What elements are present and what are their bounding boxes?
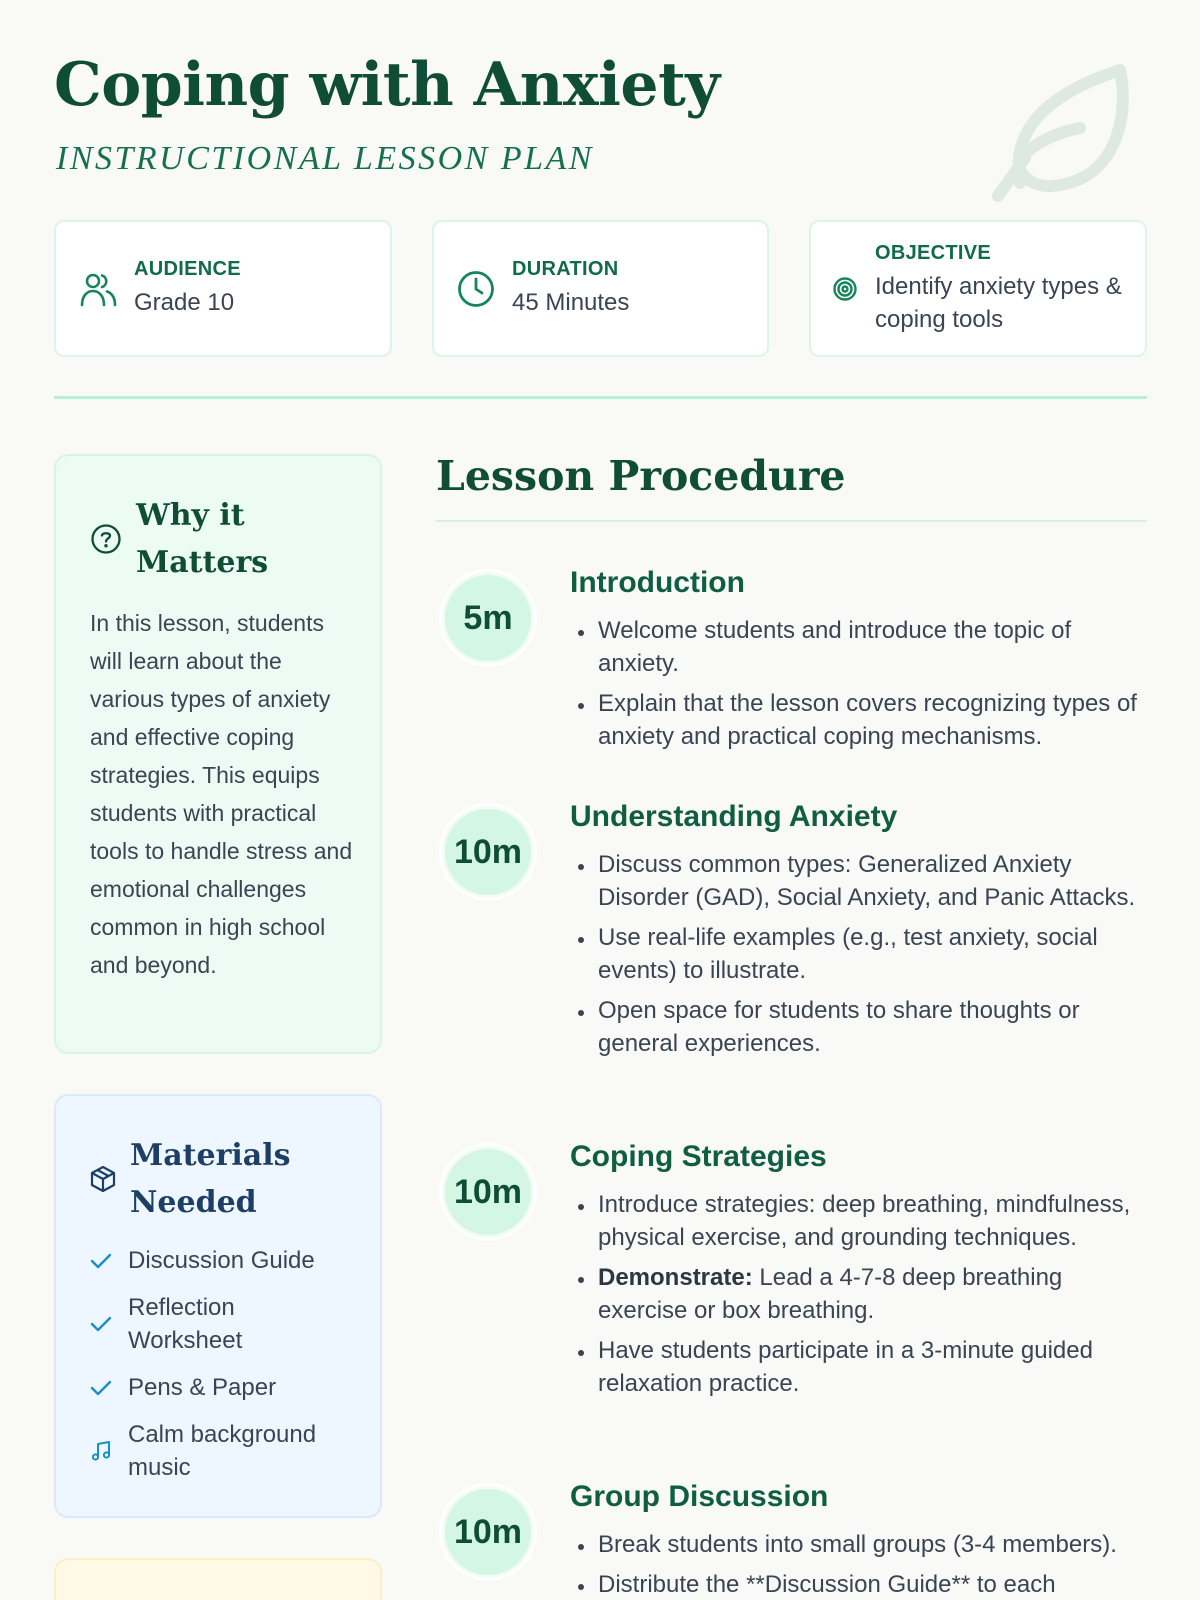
music-note-icon xyxy=(90,1440,120,1462)
list-item: • Open space for students to share thoughts or general experiences. xyxy=(596,994,1156,1060)
procedure-title: Lesson Procedure xyxy=(436,452,846,500)
list-item: • Explain that the lesson covers recognizing types of anxiety and practical coping mechanisms. xyxy=(596,687,1156,753)
step-bullets xyxy=(596,848,1156,1067)
next-card xyxy=(54,1558,382,1600)
check-icon xyxy=(90,1379,120,1397)
step-title: Group Discussion xyxy=(570,1480,829,1513)
list-item: • Break students into small groups (3-4 members). xyxy=(596,1528,1156,1561)
objective-card xyxy=(809,220,1147,357)
time-badge: 10m xyxy=(442,1146,534,1238)
help-circle-icon xyxy=(90,523,122,555)
why-title: Why it Matters xyxy=(136,498,269,580)
check-icon xyxy=(90,1252,120,1270)
step-title: Coping Strategies xyxy=(570,1140,827,1173)
materials-title: Materials Needed xyxy=(130,1138,291,1220)
page-title: Coping with Anxiety xyxy=(54,50,720,120)
list-item: • Use real-life examples (e.g., test anxiety, social events) to illustrate. xyxy=(596,921,1156,987)
clock-icon xyxy=(456,269,496,309)
box-icon xyxy=(90,1165,116,1193)
procedure-divider xyxy=(436,520,1147,522)
check-icon xyxy=(90,1315,120,1333)
emphasis-label: Demonstrate: xyxy=(598,1264,753,1291)
step-title: Understanding Anxiety xyxy=(570,800,898,833)
list-item: Discussion Guide xyxy=(90,1244,350,1277)
users-icon xyxy=(78,269,118,309)
audience-value: Grade 10 xyxy=(134,289,235,316)
duration-label: DURATION xyxy=(512,258,619,280)
duration-card xyxy=(432,220,769,357)
time-badge: 5m xyxy=(442,572,534,664)
why-body: In this lesson, students will learn about the various types of anxiety and effective coping strategies. This equips students with practical tools to handle stress and emotional challenges common in high school and beyond. xyxy=(90,610,353,978)
step-bullets xyxy=(596,614,1156,760)
list-item: • Distribute the **Discussion Guide** to each xyxy=(596,1568,1156,1600)
time-badge: 10m xyxy=(442,806,534,898)
target-icon xyxy=(831,269,859,309)
list-item: • Demonstrate: Lead a 4-7-8 deep breathing exercise or box breathing. xyxy=(596,1261,1156,1327)
step-bullets xyxy=(596,1188,1156,1407)
objective-label: OBJECTIVE xyxy=(875,241,992,264)
list-item: Reflection Worksheet xyxy=(90,1291,350,1357)
time-badge: 10m xyxy=(442,1486,534,1578)
list-item: Calm background music xyxy=(90,1418,350,1484)
materials-list xyxy=(90,1244,350,1498)
list-item: • Introduce strategies: deep breathing, mindfulness, physical exercise, and grounding techniques. xyxy=(596,1188,1156,1254)
list-item: • Have students participate in a 3-minute guided relaxation practice. xyxy=(596,1334,1156,1400)
list-item: • Discuss common types: Generalized Anxiety Disorder (GAD), Social Anxiety, and Panic Attacks. xyxy=(596,848,1156,914)
audience-label: AUDIENCE xyxy=(134,258,241,280)
objective-value: Identify anxiety types & coping tools xyxy=(875,272,1122,333)
page-subtitle: INSTRUCTIONAL LESSON PLAN xyxy=(56,140,594,177)
list-item: • Welcome students and introduce the topic of anxiety. xyxy=(596,614,1156,680)
why-it-matters-card xyxy=(54,454,382,1054)
list-item: Pens & Paper xyxy=(90,1371,350,1404)
step-title: Introduction xyxy=(570,566,745,599)
header-divider xyxy=(54,396,1147,399)
leaf-icon xyxy=(990,58,1140,203)
materials-card xyxy=(54,1094,382,1518)
step-bullets xyxy=(596,1528,1156,1600)
duration-value: 45 Minutes xyxy=(512,289,630,316)
audience-card xyxy=(54,220,392,357)
